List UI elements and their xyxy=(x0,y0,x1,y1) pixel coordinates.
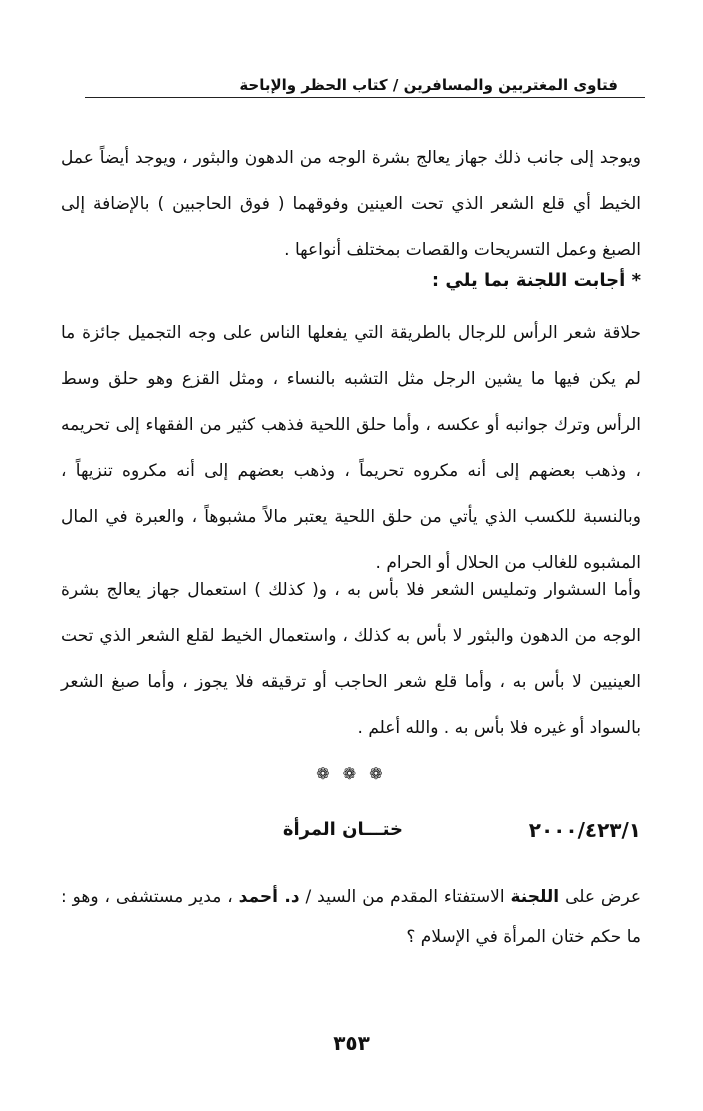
question-prefix: عرض على xyxy=(565,887,641,907)
question-mid: الاستفتاء المقدم من السيد / xyxy=(305,887,505,907)
fatwa-number: ٢٠٠٠/٤٢٣/١ xyxy=(528,818,641,842)
doctor-name: د. أحمد xyxy=(238,887,300,907)
answer-text-1: حلاقة شعر الرأس للرجال بالطريقة التي يفعلها الناس على وجه التجميل جائزة ما لم يكن فيها ما يشين الرجل مثل التشبه بالنساء ، ومثل القزع وهو حلق وسط الرأس وترك جوانبه أو عكسه ، وأما حلق اللحية فذهب كثير من الفقهاء إلى تحريمه ، وذهب بعضهم إلى أنه مكروه تحريماً ، وذهب بعضهم إلى أنه مكروه تنزيهاً ، وبالنسبة للكسب الذي يأتي من حلق اللحية يعتبر مالاً مشبوهاً ، والعبرة في المال المشبوه للغالب من الحلال أو الحرام . xyxy=(61,323,641,573)
header-rule xyxy=(85,97,645,98)
intro-text: ويوجد إلى جانب ذلك جهاز يعالج بشرة الوجه من الدهون والبثور ، ويوجد أيضاً عمل الخيط أي قلع الشعر الذي تحت العينين وفوقهما ( فوق الحاجبين ) بالإضافة إلى الصبغ وعمل التسريحات والقصات بمختلف أنواعها . xyxy=(61,148,641,260)
answer-paragraph-2 xyxy=(61,567,641,751)
question-paragraph xyxy=(61,877,641,957)
page-number: ٣٥٣ xyxy=(333,1031,370,1055)
intro-paragraph xyxy=(61,135,641,273)
fatwa-title: ختـــان المرأة xyxy=(282,819,403,840)
answer-paragraph-1 xyxy=(61,310,641,586)
section-ornament: ❁ ❁ ❁ xyxy=(316,764,387,783)
committee-word: اللجنة xyxy=(510,887,560,907)
question-text xyxy=(61,877,641,957)
question-suffix: ، مدير مستشفى ، وهو : ما حكم ختان المرأة في الإسلام ؟ xyxy=(61,887,641,947)
answer-text-2: وأما السشوار وتمليس الشعر فلا بأس به ، و( كذلك ) استعمال جهاز يعالج بشرة الوجه من الدهون والبثور لا بأس به كذلك ، واستعمال الخيط لقلع الشعر الذي تحت العينيين لا بأس به ، وأما قلع شعر الحاجب أو ترقيقه فلا يجوز ، وأما صبغ الشعر بالسواد أو غيره فلا بأس به . والله أعلم . xyxy=(61,580,641,738)
running-header: فتاوى المغتربين والمسافرين / كتاب الحظر والإباحة xyxy=(239,76,618,94)
committee-answer-heading: * أجابت اللجنة بما يلي : xyxy=(431,270,641,291)
